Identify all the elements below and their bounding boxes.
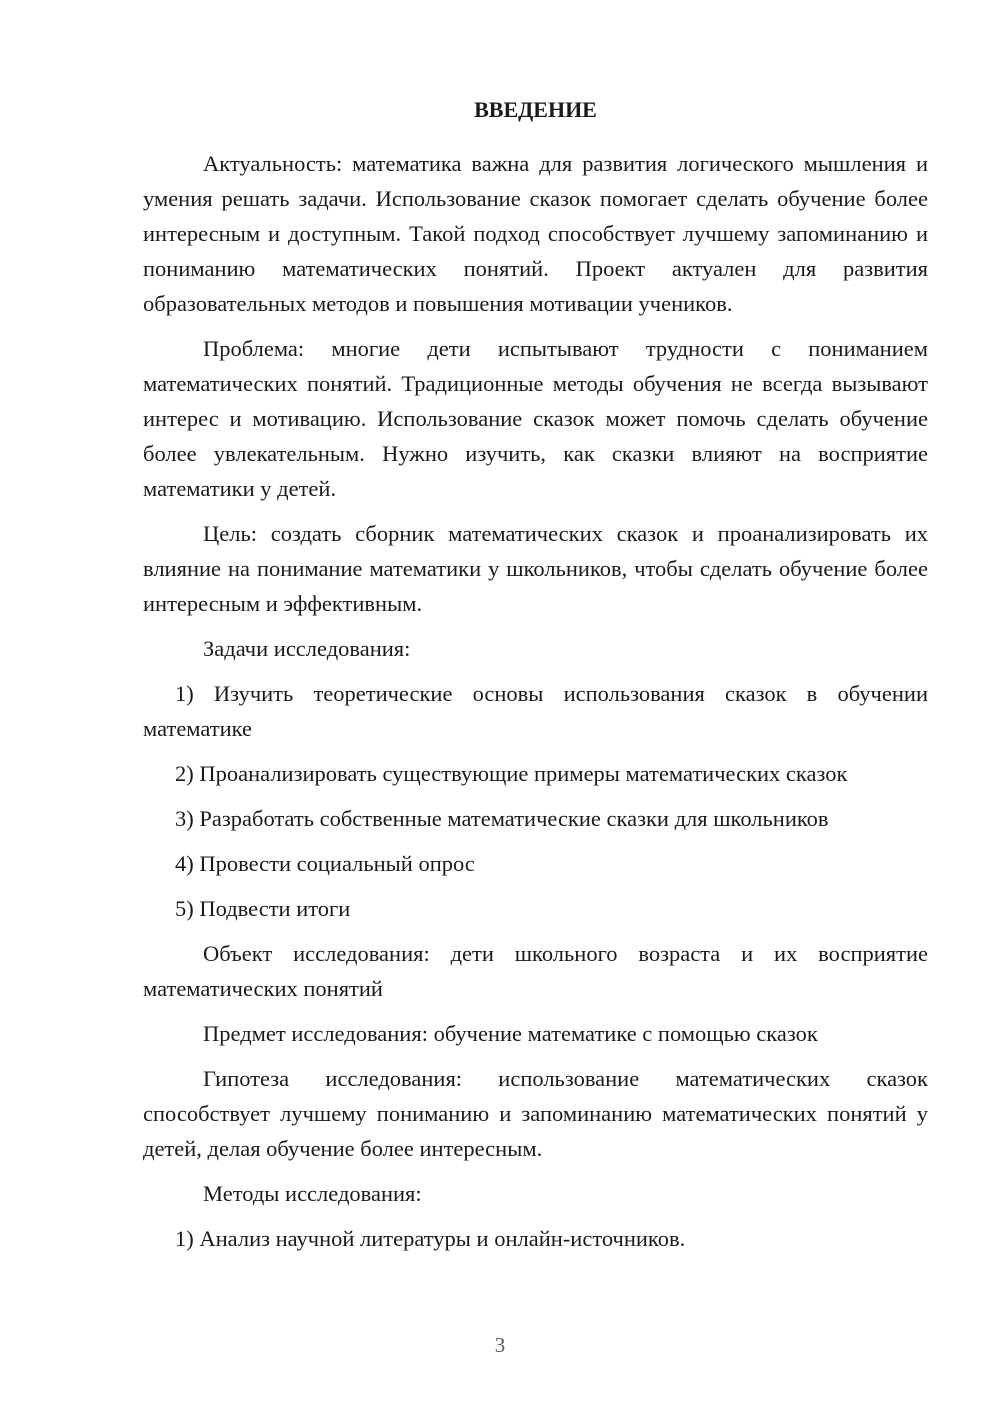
method-item-1: 1) Анализ научной литературы и онлайн-источников. (175, 1226, 686, 1251)
task-item-5: 5) Подвести итоги (175, 896, 351, 921)
tasks-heading: Задачи исследования: (203, 636, 411, 661)
page-number: 3 (494, 1333, 506, 1357)
paragraph-goal: Цель: создать сборник математических сказок и проанализировать их влияние на понимание математики у школьников, чтобы сделать обучение более интересным и эффективным. (143, 521, 928, 616)
task-item-3: 3) Разработать собственные математические сказки для школьников (175, 806, 829, 831)
document-title: ВВЕДЕНИЕ (474, 97, 597, 122)
methods-heading: Методы исследования: (203, 1181, 422, 1206)
task-item-4: 4) Провести социальный опрос (175, 851, 475, 876)
paragraph-relevance: Актуальность: математика важна для развития логического мышления и умения решать задачи. Использование сказок помогает сделать обучение более интересным и доступным. Такой подход способствует лучшему запоминанию и пониманию математических понятий. Проект актуален для развития образовательных методов и повышения мотивации учеников. (143, 151, 928, 316)
paragraph-hypothesis: Гипотеза исследования: использование математических сказок способствует лучшему пониманию и запоминанию математических понятий у детей, делая обучение более интересным. (143, 1066, 928, 1161)
paragraph-object: Объект исследования: дети школьного возраста и их восприятие математических понятий (143, 941, 928, 1001)
task-item-1: 1) Изучить теоретические основы использования сказок в обучении математике (143, 681, 928, 741)
paragraph-subject: Предмет исследования: обучение математике с помощью сказок (203, 1021, 818, 1046)
task-item-2: 2) Проанализировать существующие примеры математических сказок (175, 761, 848, 786)
paragraph-problem: Проблема: многие дети испытывают трудности с пониманием математических понятий. Традиционные методы обучения не всегда вызывают интерес и мотивацию. Использование сказок может помочь сделать обучение более увлекательным. Нужно изучить, как сказки влияют на восприятие математики у детей. (143, 336, 928, 501)
document-page (143, 92, 928, 1266)
